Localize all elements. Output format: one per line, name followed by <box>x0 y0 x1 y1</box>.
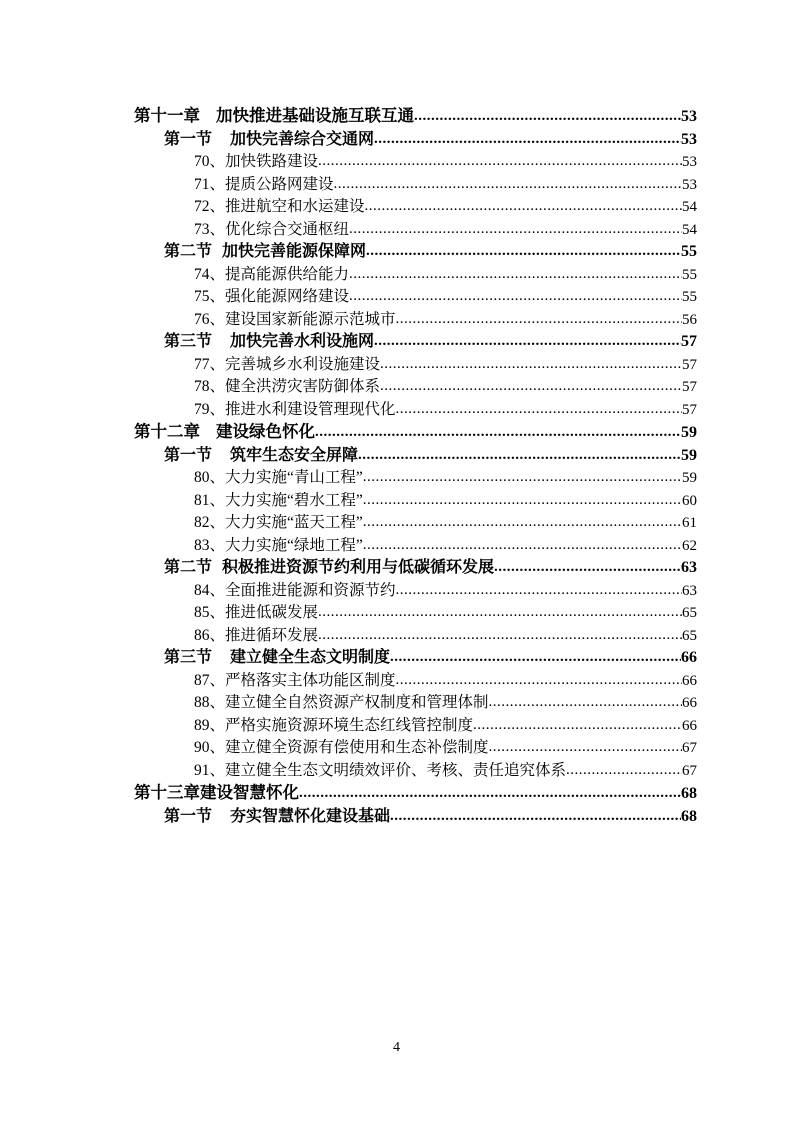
toc-entry-page-number: 66 <box>682 672 697 689</box>
toc-entry-number: 第一节 <box>164 446 213 464</box>
toc-entry-chapter[interactable] <box>96 108 697 125</box>
toc-entry-number: 第十一章 <box>134 106 200 125</box>
toc-entry-title: 推进低碳发展 <box>225 604 319 621</box>
toc-entry-chapter[interactable] <box>96 785 697 802</box>
toc-entry-item[interactable] <box>96 740 697 756</box>
toc-entry-label <box>194 199 365 215</box>
toc-entry-number: 第一节 <box>164 130 213 148</box>
toc-entry-number: 87、 <box>194 671 226 689</box>
toc-entry-section[interactable] <box>96 132 697 148</box>
toc-leader-dots <box>349 222 682 237</box>
toc-entry-section[interactable] <box>96 650 697 666</box>
toc-entry-item[interactable] <box>96 402 697 418</box>
toc-entry-item[interactable] <box>96 673 697 689</box>
toc-entry-title: 完善城乡水利设施建设 <box>225 355 381 373</box>
toc-entry-page-number: 53 <box>681 130 697 148</box>
toc-entry-item[interactable] <box>96 222 697 238</box>
toc-entry-page-number: 53 <box>682 154 697 170</box>
toc-entry-number: 第十二章 <box>134 422 200 441</box>
toc-entry-label <box>194 402 396 418</box>
toc-entry-page-number: 68 <box>681 785 697 802</box>
toc-entry-item[interactable] <box>96 289 697 305</box>
toc-entry-title: 大力实施“绿地工程” <box>225 536 363 554</box>
toc-entry-number: 79、 <box>194 400 226 418</box>
toc-entry-item[interactable] <box>96 493 697 509</box>
toc-entry-label <box>194 154 318 170</box>
toc-entry-label <box>194 470 363 486</box>
toc-entry-page-number: 59 <box>681 446 697 464</box>
toc-leader-dots <box>363 493 682 508</box>
toc-entry-label <box>194 605 318 621</box>
toc-entry-number: 第三节 <box>164 333 213 350</box>
toc-entry-page-number: 55 <box>682 289 697 305</box>
toc-entry-title: 大力实施“蓝天工程” <box>225 514 363 531</box>
toc-entry-label <box>194 740 489 756</box>
toc-entry-page-number: 54 <box>682 221 697 238</box>
toc-entry-title: 建设绿色怀化 <box>216 422 315 441</box>
toc-entry-number: 第二节 <box>164 559 213 576</box>
toc-entry-item[interactable] <box>96 154 697 170</box>
toc-leader-dots <box>396 673 682 688</box>
toc-entry-number: 85、 <box>194 604 226 621</box>
toc-leader-dots <box>315 425 681 440</box>
toc-entry-title: 筑牢生态安全屏障 <box>230 446 359 464</box>
toc-entry-chapter[interactable] <box>96 424 697 441</box>
toc-leader-dots <box>358 448 681 463</box>
toc-entry-item[interactable] <box>96 357 697 373</box>
toc-entry-title: 建立健全资源有偿使用和生态补偿制度 <box>225 739 489 756</box>
toc-leader-dots <box>366 244 681 259</box>
toc-entry-title: 积极推进资源节约利用与低碳循环发展 <box>222 559 495 576</box>
toc-leader-dots <box>299 786 681 801</box>
toc-entry-page-number: 53 <box>681 108 697 125</box>
toc-entry-item[interactable] <box>96 605 697 621</box>
toc-entry-label <box>134 785 299 802</box>
table-of-contents <box>96 108 697 825</box>
toc-entry-title: 加快完善水利设施网 <box>230 333 375 350</box>
toc-leader-dots <box>349 289 682 304</box>
toc-entry-page-number: 53 <box>682 176 697 193</box>
toc-leader-dots <box>374 132 681 147</box>
toc-entry-title: 加快完善综合交通网 <box>230 130 375 148</box>
toc-leader-dots <box>396 583 682 598</box>
toc-entry-label <box>194 357 380 373</box>
toc-leader-dots <box>318 628 682 643</box>
toc-leader-dots <box>363 538 682 553</box>
toc-leader-dots <box>318 154 682 169</box>
toc-entry-page-number: 66 <box>681 649 697 666</box>
toc-entry-number: 78、 <box>194 378 226 395</box>
toc-leader-dots <box>390 809 681 824</box>
toc-entry-label <box>194 628 318 644</box>
toc-entry-number: 72、 <box>194 198 226 215</box>
toc-entry-number: 76、 <box>194 310 226 328</box>
toc-entry-item[interactable] <box>96 267 697 283</box>
toc-entry-section[interactable] <box>96 448 697 464</box>
toc-leader-dots <box>414 109 681 124</box>
toc-entry-number: 80、 <box>194 469 226 486</box>
toc-entry-page-number: 55 <box>681 243 697 260</box>
toc-entry-number: 86、 <box>194 626 226 644</box>
toc-entry-page-number: 54 <box>682 199 697 215</box>
toc-leader-dots <box>374 334 681 349</box>
toc-entry-label <box>194 267 349 283</box>
toc-entry-number: 73、 <box>194 220 226 238</box>
toc-entry-item[interactable] <box>96 470 697 486</box>
toc-entry-number: 82、 <box>194 514 226 531</box>
toc-entry-item[interactable] <box>96 628 697 644</box>
toc-entry-title: 建立健全生态文明制度 <box>230 649 391 666</box>
toc-leader-dots <box>489 740 682 755</box>
toc-entry-label <box>194 763 566 779</box>
toc-leader-dots <box>363 515 682 530</box>
toc-entry-number: 75、 <box>194 288 226 305</box>
toc-leader-dots <box>566 763 682 778</box>
toc-entry-title: 建设智慧怀化 <box>200 783 299 802</box>
toc-entry-number: 84、 <box>194 581 226 599</box>
toc-entry-label <box>164 448 358 464</box>
toc-entry-page-number: 57 <box>682 379 697 395</box>
toc-entry-number: 88、 <box>194 694 226 711</box>
toc-entry-title: 建立健全生态文明绩效评价、考核、责任追究体系 <box>225 761 567 779</box>
toc-entry-page-number: 61 <box>682 515 697 531</box>
toc-entry-page-number: 68 <box>681 807 697 825</box>
toc-entry-label <box>194 289 349 305</box>
toc-entry-label <box>194 515 363 531</box>
toc-entry-page-number: 63 <box>682 582 697 599</box>
toc-entry-item[interactable] <box>96 199 697 215</box>
toc-entry-title: 建设国家新能源示范城市 <box>225 310 396 328</box>
toc-entry-item[interactable] <box>96 312 697 328</box>
toc-entry-number: 77、 <box>194 355 226 373</box>
toc-entry-label <box>194 312 396 328</box>
toc-entry-section[interactable] <box>96 809 697 825</box>
toc-entry-title: 严格落实主体功能区制度 <box>225 671 396 689</box>
toc-entry-page-number: 57 <box>681 333 697 350</box>
toc-entry-number: 第三节 <box>164 649 213 666</box>
toc-entry-number: 89、 <box>194 716 226 734</box>
toc-leader-dots <box>334 177 682 192</box>
toc-leader-dots <box>390 650 681 665</box>
toc-entry-item[interactable] <box>96 718 697 734</box>
toc-leader-dots <box>380 379 682 394</box>
toc-entry-title: 优化综合交通枢纽 <box>225 220 350 238</box>
toc-leader-dots <box>318 605 682 620</box>
toc-leader-dots <box>380 357 682 372</box>
toc-entry-number: 第一节 <box>164 807 213 825</box>
toc-entry-title: 大力实施“碧水工程” <box>225 491 363 509</box>
toc-entry-label <box>134 424 315 441</box>
toc-entry-page-number: 55 <box>682 266 697 283</box>
toc-entry-title: 大力实施“青山工程” <box>225 469 363 486</box>
toc-entry-page-number: 57 <box>682 356 697 373</box>
toc-entry-number: 74、 <box>194 265 226 283</box>
toc-leader-dots <box>349 267 682 282</box>
toc-entry-page-number: 60 <box>682 492 697 509</box>
toc-entry-number: 81、 <box>194 491 226 509</box>
toc-entry-page-number: 65 <box>682 605 697 621</box>
toc-entry-number: 70、 <box>194 153 226 170</box>
toc-entry-label <box>194 177 334 193</box>
toc-entry-page-number: 66 <box>682 717 697 734</box>
toc-entry-item[interactable] <box>96 583 697 599</box>
toc-entry-page-number: 65 <box>682 627 697 644</box>
toc-entry-number: 71、 <box>194 175 226 193</box>
toc-entry-title: 强化能源网络建设 <box>225 288 350 305</box>
toc-entry-title: 推进循环发展 <box>225 626 319 644</box>
toc-entry-label <box>164 334 374 350</box>
toc-entry-title: 全面推进能源和资源节约 <box>225 581 396 599</box>
toc-leader-dots <box>396 402 682 417</box>
toc-entry-label <box>194 379 380 395</box>
toc-leader-dots <box>489 695 682 710</box>
toc-entry-item[interactable] <box>96 177 697 193</box>
toc-entry-label <box>194 695 489 711</box>
toc-entry-section[interactable] <box>96 334 697 350</box>
toc-leader-dots <box>473 718 682 733</box>
toc-entry-page-number: 67 <box>682 740 697 756</box>
toc-leader-dots <box>365 199 682 214</box>
toc-entry-title: 加快铁路建设 <box>225 153 319 170</box>
toc-entry-section[interactable] <box>96 244 697 260</box>
toc-leader-dots <box>363 470 682 485</box>
toc-entry-label <box>194 493 363 509</box>
toc-entry-page-number: 63 <box>681 559 697 576</box>
toc-entry-number: 90、 <box>194 739 226 756</box>
toc-entry-label <box>194 673 396 689</box>
toc-entry-item[interactable] <box>96 515 697 531</box>
page-number-footer: 4 <box>393 1040 400 1055</box>
toc-entry-label <box>164 560 494 576</box>
toc-entry-page-number: 59 <box>681 424 697 441</box>
toc-entry-label <box>134 108 414 125</box>
toc-entry-page-number: 67 <box>682 762 697 779</box>
toc-entry-page-number: 56 <box>682 311 697 328</box>
toc-entry-item[interactable] <box>96 763 697 779</box>
toc-entry-title: 推进航空和水运建设 <box>225 198 365 215</box>
toc-entry-label <box>194 718 473 734</box>
toc-entry-number: 第十三章 <box>134 783 200 802</box>
toc-leader-dots <box>494 560 681 575</box>
toc-entry-title: 夯实智慧怀化建设基础 <box>230 807 391 825</box>
toc-entry-item[interactable] <box>96 379 697 395</box>
toc-entry-title: 提高能源供给能力 <box>225 265 350 283</box>
toc-entry-page-number: 57 <box>682 401 697 418</box>
toc-entry-label <box>164 244 366 260</box>
toc-entry-page-number: 66 <box>682 695 697 711</box>
toc-entry-number: 83、 <box>194 536 226 554</box>
toc-entry-title: 加快完善能源保障网 <box>222 243 367 260</box>
toc-entry-label <box>194 222 349 238</box>
toc-entry-label <box>164 650 390 666</box>
toc-entry-title: 加快推进基础设施互联互通 <box>216 106 414 125</box>
toc-entry-number: 第二节 <box>164 243 213 260</box>
toc-entry-page-number: 62 <box>682 537 697 554</box>
toc-leader-dots <box>396 312 682 327</box>
toc-entry-label <box>164 809 390 825</box>
toc-entry-section[interactable] <box>96 560 697 576</box>
toc-entry-item[interactable] <box>96 538 697 554</box>
toc-entry-title: 推进水利建设管理现代化 <box>225 400 396 418</box>
toc-entry-label <box>194 538 363 554</box>
toc-entry-title: 严格实施资源环境生态红线管控制度 <box>225 716 474 734</box>
toc-entry-title: 健全洪涝灾害防御体系 <box>225 378 381 395</box>
toc-entry-label <box>194 583 396 599</box>
toc-entry-title: 建立健全自然资源产权制度和管理体制 <box>225 694 489 711</box>
toc-entry-number: 91、 <box>194 761 226 779</box>
toc-entry-item[interactable] <box>96 695 697 711</box>
toc-entry-page-number: 59 <box>682 470 697 486</box>
toc-entry-label <box>164 132 374 148</box>
toc-entry-title: 提质公路网建设 <box>225 175 334 193</box>
